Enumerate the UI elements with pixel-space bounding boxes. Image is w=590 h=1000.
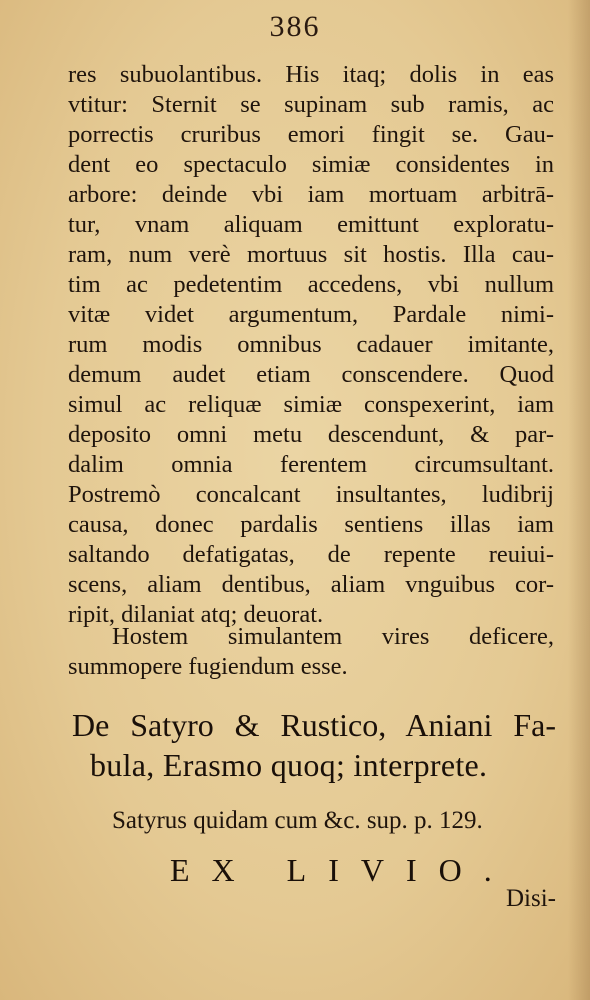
body-line: vtitur: Sternit se supinam sub ramis, ac [68,91,554,118]
body-line: demum audet etiam conscendere. Quod [68,361,554,388]
moral-line: Hostem simulantem vires deficere, [112,623,554,650]
body-line: tim ac pedetentim accedens, vbi nullum [68,271,554,298]
catchword: Disi- [506,885,556,912]
body-line: scens, aliam dentibus, aliam vnguibus cor- [68,571,554,598]
body-line: dent eo spectaculo simiæ considentes in [68,151,554,178]
body-line: deposito omni metu descendunt, & par- [68,421,554,448]
body-line: dalim omnia ferentem circumsultant. [68,451,554,478]
body-line: vitæ videt argumentum, Pardale nimi- [68,301,554,328]
body-line: ripit, dilaniat atq; deuorat. [68,601,324,628]
body-line: saltando defatigatas, de repente reuiui- [68,541,554,568]
moral-line: summopere fugiendum esse. [68,653,348,680]
body-line: arbore: deinde vbi iam mortuam arbitrā- [68,181,554,208]
heading-line: bula, Erasmo quoq; interprete. [90,747,488,783]
body-line: rum modis omnibus cadauer imitante, [68,331,554,358]
body-line: ram, num verè mortuus sit hostis. Illa cau- [68,241,554,268]
fable-moral [68,622,554,682]
cross-reference: Satyrus quidam cum &c. sup. p. 129. [112,807,483,834]
fable-body-text [68,60,554,630]
body-line: simul ac reliquæ simiæ conspexerint, iam [68,391,554,418]
section-title: EX LIVIO. [170,852,514,888]
heading-line: De Satyro & Rustico, Aniani Fa- [72,707,556,743]
fable-heading [72,705,556,785]
body-line: causa, donec pardalis sentiens illas iam [68,511,554,538]
body-line: Postremò concalcant insultantes, ludibrij [68,481,554,508]
body-line: res subuolantibus. His itaq; dolis in eas [68,61,554,88]
page-edge-shadow [568,0,590,1000]
body-line: tur, vnam aliquam emittunt exploratu- [68,211,554,238]
page-number: 386 [269,10,321,43]
body-line: porrectis cruribus emori fingit se. Gau- [68,121,554,148]
